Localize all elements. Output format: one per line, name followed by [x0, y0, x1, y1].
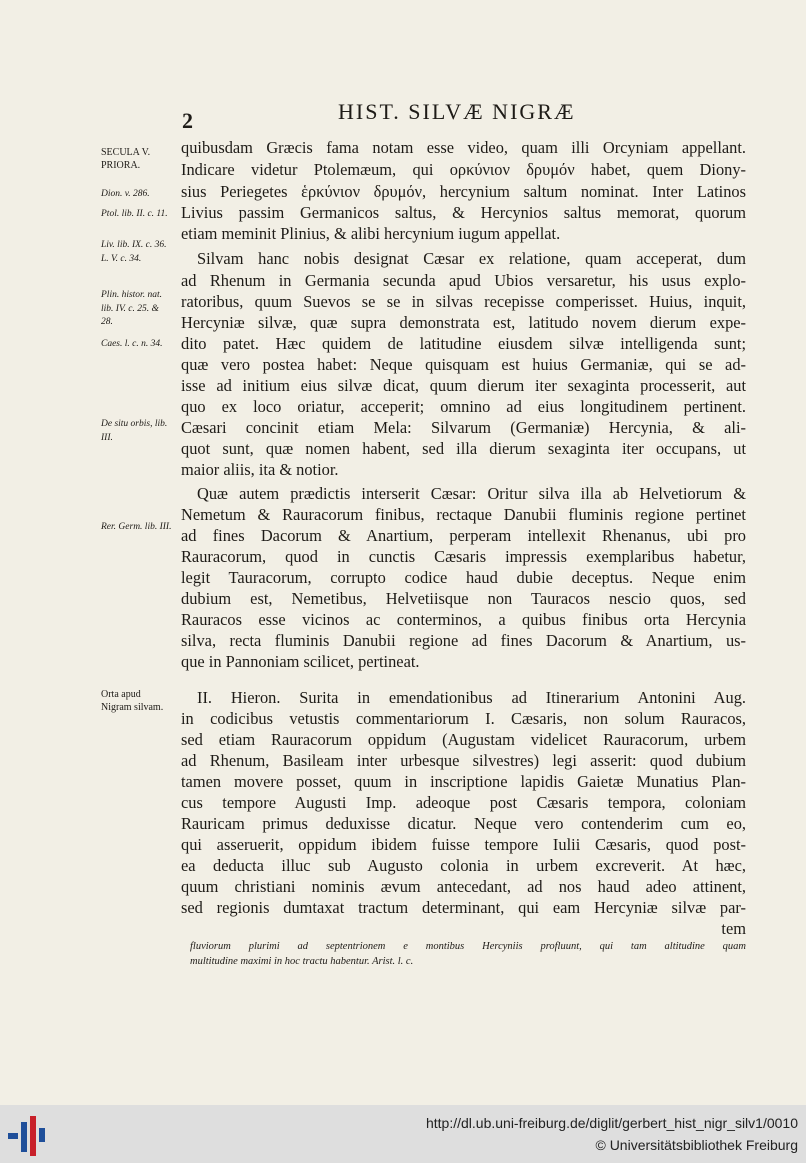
- text-line: que in Pannoniam scilicet, pertineat.: [181, 652, 420, 671]
- text-line: sed regionis dumtaxat tractum determinant, qui eam Hercyniæ silvæ par-: [181, 898, 746, 917]
- text-line: quum christiani nominis ævum antecedant, ad nos haud adeo attinent,: [181, 877, 746, 896]
- text-line: quo ex loco oriatur, acceperit; omnino ad eius longitudinem pertinent.: [181, 397, 746, 416]
- text-line: quot sunt, quæ nomen habent, sed illa dierum sexaginta iter occupans, ut: [181, 439, 746, 458]
- text-line: isse ad initium eius silvæ dicat, quum dierum iter sexaginta processerit, aut: [181, 376, 746, 395]
- text-line: Quæ autem prædictis interserit Cæsar: Oritur silva illa ab Helvetiorum &: [197, 484, 746, 503]
- footnote-line: fluviorum plurimi ad septentrionem e montibus Hercyniis profluunt, qui tam altitudine quam: [190, 941, 746, 952]
- page-number: 2: [182, 108, 193, 133]
- text-line: Livius passim Germanicos saltus, & Hercynios saltus memorat, quorum: [181, 203, 746, 222]
- margin-note: Dion. v. 286.: [101, 189, 150, 199]
- text-line: Hercyniæ silvæ, quæ supra demonstrata est, latitudo novem dierum expe-: [181, 313, 746, 332]
- text-line: Indicare videtur Ptolemæum, qui ορκύνιον δρυμόν habet, quem Diony-: [181, 160, 746, 179]
- catchword: tem: [721, 919, 746, 938]
- text-line: Cæsari concinit etiam Mela: Silvarum (Germaniæ) Hercynia, & ali-: [181, 418, 746, 437]
- text-line: qui asseruerit, oppidum ibidem fuisse tempore Iulii Cæsaris, quod post-: [181, 835, 746, 854]
- text-line: cus tempore Augusti Imp. adeoque post Cæsaris tempora, coloniam: [181, 793, 746, 812]
- running-head: HIST. SILVÆ NIGRÆ: [338, 99, 576, 124]
- text-line: Nemetum & Rauracorum finibus, rectaque Danubii fluminis regione pertinet: [181, 505, 746, 524]
- text-line: Rauracos esse vicinos ac conterminos, a quibus finibus orta Hercynia: [181, 610, 746, 629]
- source-url[interactable]: http://dl.ub.uni-freiburg.de/diglit/gerbert_hist_nigr_silv1/0010: [425, 1115, 798, 1131]
- text-line: Silvam hanc nobis designat Cæsar ex relatione, quam acceperat, dum: [197, 249, 746, 268]
- margin-note: Plin. histor. nat. lib. IV. c. 25. & 28.: [101, 290, 162, 328]
- copyright: © Universitätsbibliothek Freiburg: [595, 1137, 798, 1153]
- text-line: Rauracorum, quod in cunctis Cæsaris impressis exemplaribus habetur,: [181, 547, 746, 566]
- text-line: ad Rhenum in Germania secunda apud Ubios versaretur, his usus explo-: [181, 271, 746, 290]
- margin-note: Liv. lib. IX. c. 36. L. V. c. 34.: [101, 240, 167, 264]
- text-line: silva, recta fluminis Danubii regione ad fines Dacorum & Anartium, us-: [181, 631, 746, 650]
- text-line: ratoribus, quum Suevos se se in silvas recepisse comperisset. Huius, inquit,: [181, 292, 746, 311]
- text-line: in codicibus vetustis commentariorum I. Cæsaris, non solum Rauracos,: [181, 709, 746, 728]
- text-line: tamen movere posset, quum in inscriptione lapidis Gaietæ Munatius Plan-: [181, 772, 746, 791]
- text-line: II. Hieron. Surita in emendationibus ad Itinerarium Antonini Aug.: [197, 688, 746, 707]
- text-line: sius Periegetes ἑρκύνιον δρυμόν, hercynium saltum nominat. Inter Latinos: [181, 182, 746, 201]
- text-line: sed etiam Rauracorum oppidum (Augustam videlicet Rauracorum, urbem: [181, 730, 746, 749]
- text-line: ad fines Dacorum & Anartium, perperam intellexit Rhenanus, ubi pro: [181, 526, 746, 545]
- margin-note: Orta apud Nigram silvam.: [101, 689, 164, 713]
- text-line: quæ vero postea habet: Neque quisquam est huius Germaniæ, qui se ad-: [181, 355, 746, 374]
- footnote-line: multitudine maximi in hoc tractu habentur. Arist. l. c.: [190, 956, 414, 967]
- margin-note: Caes. l. c. n. 34.: [101, 339, 163, 349]
- text-line: legit Tauracorum, corrupto codice haud dubie deceptus. Neque enim: [181, 568, 746, 587]
- text-line: ea deducta illuc sub Augusto colonia in urbem excreverit. At hæc,: [181, 856, 746, 875]
- margin-note: Ptol. lib. II. c. 11.: [101, 209, 168, 219]
- footer-bar: [0, 1105, 806, 1163]
- text-line: dito patet. Hæc quidem de latitudine eiusdem silvæ intelligenda sunt;: [181, 334, 746, 353]
- text-line: quibusdam Græcis fama notam esse video, quam illi Orcyniam appellant.: [181, 138, 746, 157]
- margin-note: Rer. Germ. lib. III.: [101, 522, 172, 532]
- text-line: maior aliis, ita & notior.: [181, 460, 339, 479]
- text-line: Rauricam primus deduxisse dicatur. Neque vero contenderim cum eo,: [181, 814, 746, 833]
- margin-note: De situ orbis, lib. III.: [101, 419, 168, 443]
- text-line: ad Rhenum, Basileam inter urbesque silvestres) legi asserit: quod dubium: [181, 751, 746, 770]
- text-line: etiam meminit Plinius, & alibi hercynium iugum appellat.: [181, 224, 561, 243]
- library-logo-icon: [8, 1116, 52, 1156]
- margin-note: SECULA V. PRIORA.: [101, 147, 151, 171]
- text-line: dubium est, Nemetibus, Helvetiisque non Tauracos nescio quos, sed: [181, 589, 746, 608]
